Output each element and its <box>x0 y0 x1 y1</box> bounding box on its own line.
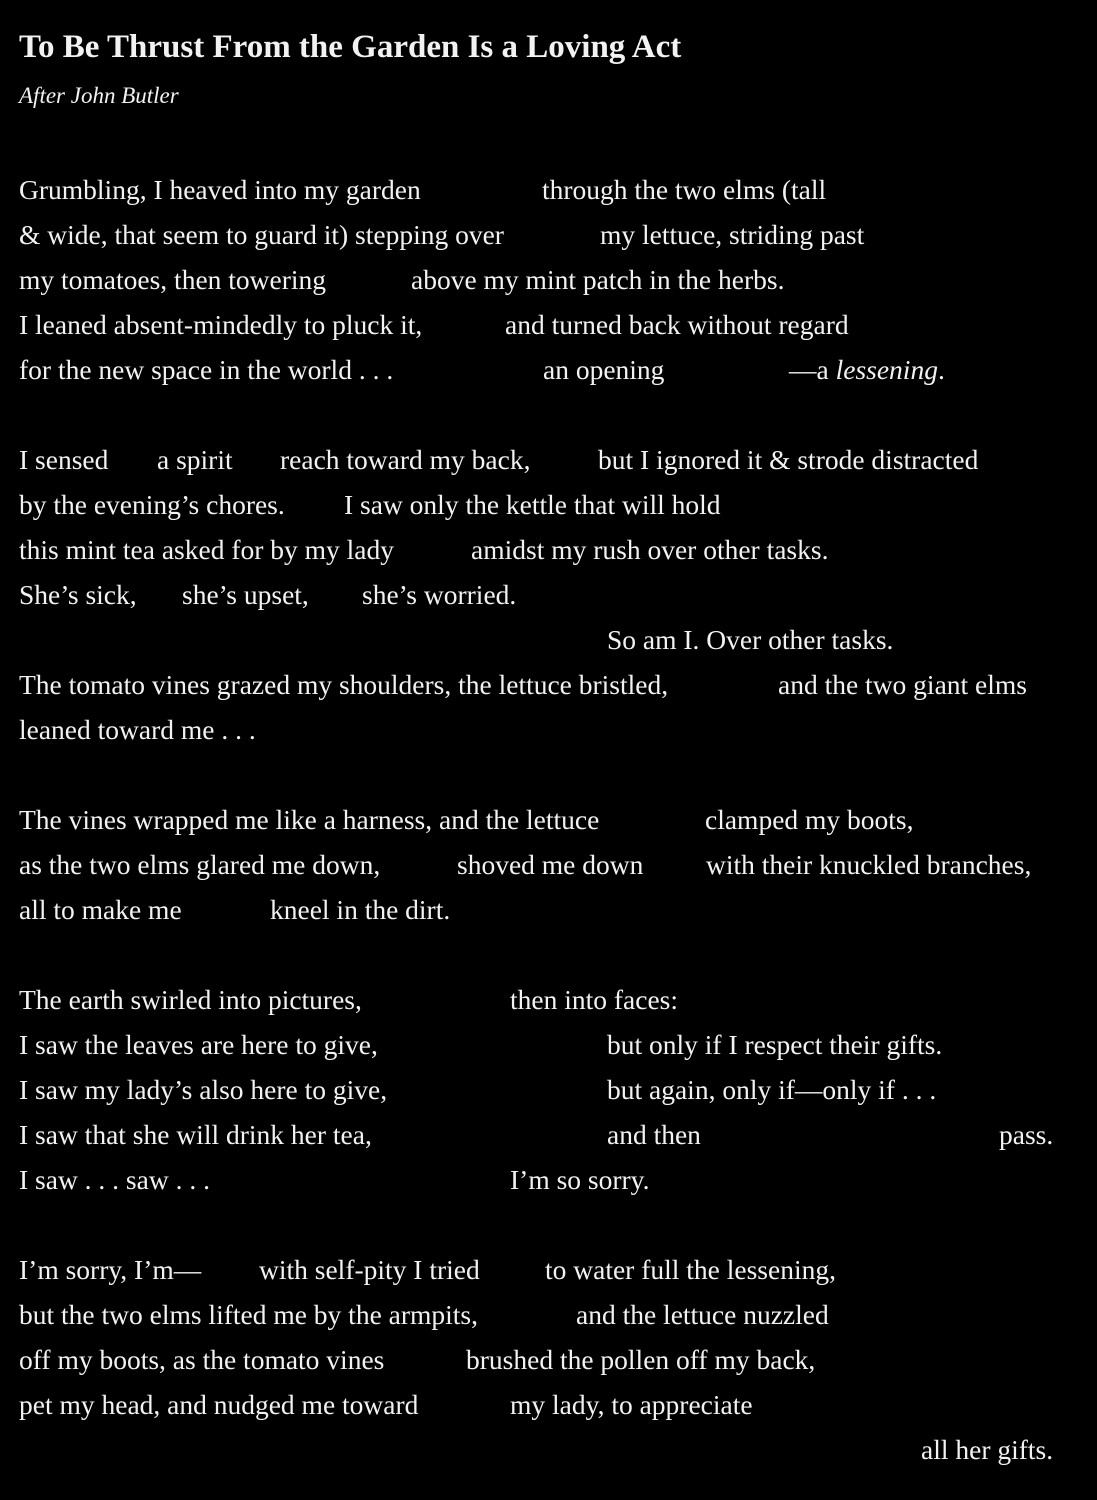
line-segment: I leaned absent-mindedly to pluck it, <box>19 309 423 340</box>
line-segment: my lettuce, striding past <box>600 219 865 250</box>
line-segment: but the two elms lifted me by the armpits, <box>19 1299 479 1330</box>
line-segment: then into faces: <box>510 984 678 1015</box>
line-segment: I’m so sorry. <box>510 1164 650 1195</box>
poem-dedication: After John Butler <box>19 83 179 108</box>
line-segment: amidst my rush over other tasks. <box>471 534 829 565</box>
italic-word: lessening <box>835 354 938 385</box>
line-segment: and then <box>607 1119 701 1150</box>
line-segment: I saw . . . saw . . . <box>19 1164 210 1195</box>
poem-line <box>0 798 1097 842</box>
line-segment: She’s sick, <box>19 579 137 610</box>
poem-line <box>0 708 1097 752</box>
line-segment: but I ignored it & strode distracted <box>598 444 979 475</box>
line-segment: by the evening’s chores. <box>19 489 285 520</box>
poem-line <box>0 663 1097 707</box>
line-segment <box>789 348 945 392</box>
poem-line <box>0 1113 1097 1157</box>
poem-line <box>0 168 1097 212</box>
line-segment: leaned toward me . . . <box>19 714 256 745</box>
line-segment: kneel in the dirt. <box>270 894 451 925</box>
line-segment: I sensed <box>19 444 109 475</box>
line-segment: reach toward my back, <box>280 444 531 475</box>
line-segment: for the new space in the world . . . <box>19 354 394 385</box>
line-segment: and the two giant elms <box>778 669 1027 700</box>
line-segment: So am I. Over other tasks. <box>607 624 894 655</box>
poem-line <box>0 888 1097 932</box>
line-segment: to water full the lessening, <box>545 1254 836 1285</box>
line-segment: Grumbling, I heaved into my garden <box>19 174 421 205</box>
line-segment: The tomato vines grazed my shoulders, the lettuce bristled, <box>19 669 669 700</box>
poem-line <box>0 438 1097 482</box>
line-segment: pet my head, and nudged me toward <box>19 1389 419 1420</box>
line-segment: I saw my lady’s also here to give, <box>19 1074 388 1105</box>
line-segment: with their knuckled branches, <box>706 849 1032 880</box>
line-segment: clamped my boots, <box>705 804 914 835</box>
poem-line <box>0 483 1097 527</box>
line-segment: a spirit <box>157 444 233 475</box>
poem-line <box>0 573 1097 617</box>
line-segment: all to make me <box>19 894 182 925</box>
poem-line <box>0 1428 1097 1472</box>
line-segment: I saw the leaves are here to give, <box>19 1029 378 1060</box>
poem-line <box>0 978 1097 1022</box>
poem-line <box>0 1338 1097 1382</box>
line-segment: I’m sorry, I’m— <box>19 1254 202 1285</box>
line-segment: pass. <box>999 1119 1054 1150</box>
line-segment: brushed the pollen off my back, <box>466 1344 816 1375</box>
line-segment: but only if I respect their gifts. <box>607 1029 943 1060</box>
poem-line <box>0 843 1097 887</box>
line-segment: I saw only the kettle that will hold <box>344 489 721 520</box>
line-fragment: —a <box>789 354 836 385</box>
poem-line <box>0 258 1097 302</box>
poem-line <box>0 1023 1097 1067</box>
line-segment: my tomatoes, then towering <box>19 264 327 295</box>
line-segment: with self-pity I tried <box>259 1254 480 1285</box>
line-segment: this mint tea asked for by my lady <box>19 534 394 565</box>
poem-line <box>0 348 1097 392</box>
poem-line <box>0 1248 1097 1292</box>
line-segment: The vines wrapped me like a harness, and the lettuce <box>19 804 600 835</box>
line-segment: & wide, that seem to guard it) stepping over <box>19 219 504 250</box>
line-segment: but again, only if—only if . . . <box>607 1074 937 1105</box>
line-fragment: . <box>937 354 945 385</box>
poem-line <box>0 618 1097 662</box>
line-segment: off my boots, as the tomato vines <box>19 1344 385 1375</box>
line-segment: she’s worried. <box>362 579 517 610</box>
poem-line <box>0 1068 1097 1112</box>
line-segment: and the lettuce nuzzled <box>576 1299 829 1330</box>
poem-title: To Be Thrust From the Garden Is a Loving Act <box>19 29 682 65</box>
line-segment: The earth swirled into pictures, <box>19 984 362 1015</box>
poem-line <box>0 303 1097 347</box>
line-segment: through the two elms (tall <box>542 174 827 205</box>
line-segment: all her gifts. <box>921 1434 1054 1465</box>
line-segment: she’s upset, <box>182 579 309 610</box>
poem-line <box>0 1383 1097 1427</box>
line-segment: as the two elms glared me down, <box>19 849 381 880</box>
line-segment: I saw that she will drink her tea, <box>19 1119 372 1150</box>
poem-line <box>0 1158 1097 1202</box>
line-segment: shoved me down <box>457 849 644 880</box>
line-segment: my lady, to appreciate <box>510 1389 753 1420</box>
poem-line <box>0 528 1097 572</box>
poem-line <box>0 1293 1097 1337</box>
poem-line <box>0 213 1097 257</box>
line-segment: an opening <box>543 354 665 385</box>
line-segment: above my mint patch in the herbs. <box>411 264 785 295</box>
line-segment: and turned back without regard <box>505 309 849 340</box>
